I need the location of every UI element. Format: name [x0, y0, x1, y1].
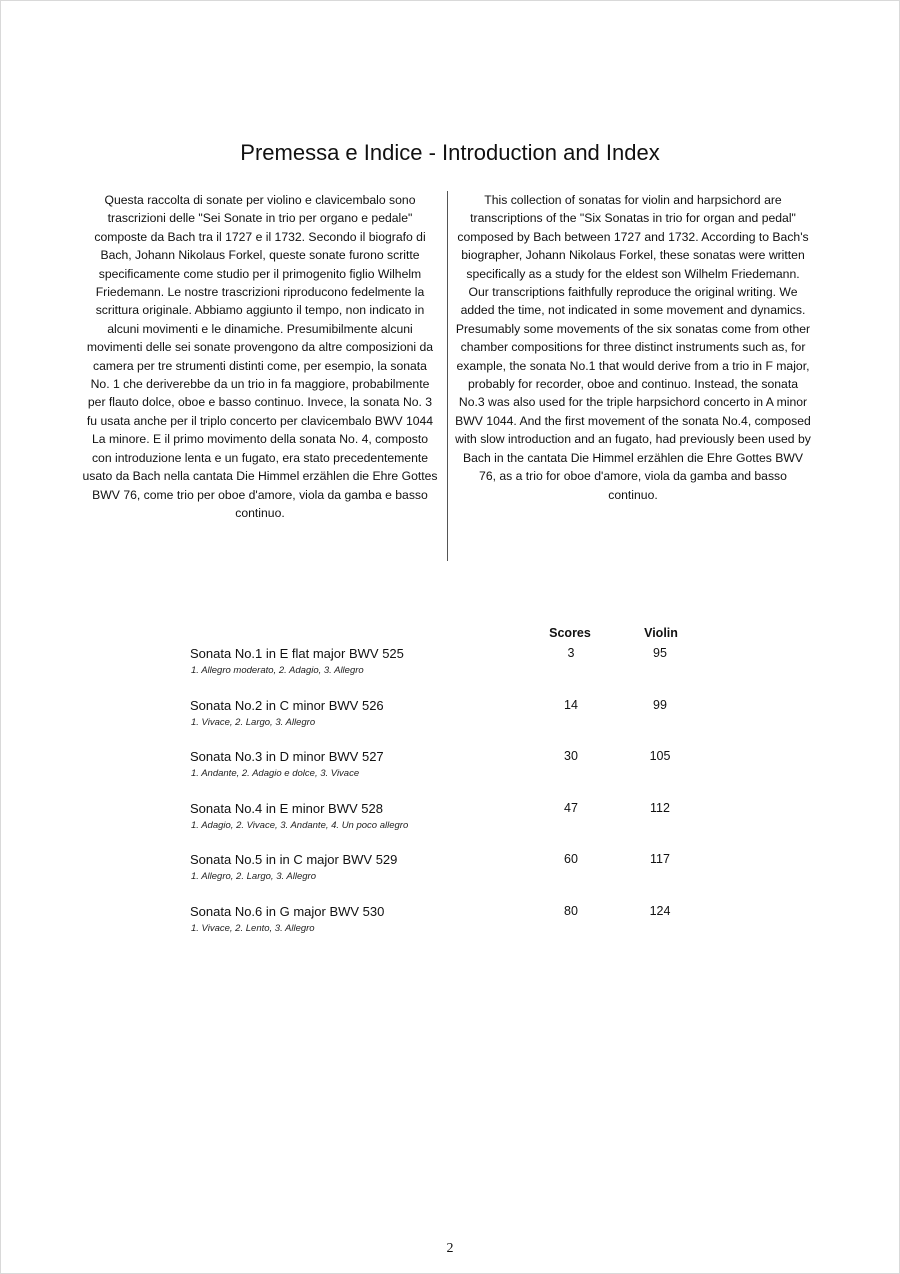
- header-violin: Violin: [644, 626, 678, 640]
- violin-page: 105: [649, 749, 671, 763]
- intro-english-paragraph-2: Our transcriptions faithfully reproduce the original writing. We added the time, not indicated in some movement and dynamics. Presumably some movements of the six sonatas come from other chamber compositions for three distinct instruments such as, for example, the sonata No.1 that would derive from a trio in F major, probably for recorder, oboe and continuo. Instead, the sonata No.3 was also used for the triple harpsichord concerto in A minor BWV 1044. And the first movement of the sonata No.4, composed with slow introduction and an fugato, had previously been used by Bach in the cantata Die Himmel erzählen die Ehre Gottes BWV 76, as a trio for oboe d'amore, viola da gamba and basso continuo.: [455, 285, 811, 502]
- sonata-movements: 1. Adagio, 2. Vivace, 3. Andante, 4. Un poco allegro: [191, 819, 409, 831]
- sonata-title: Sonata No.2 in C minor BWV 526: [190, 697, 384, 713]
- intro-italian-paragraph: Questa raccolta di sonate per violino e clavicembalo sono trascrizioni delle "Sei Sonate in trio per organo e pedale" composte da Bach tra il 1727 e il 1732. Secondo il biografo di Bach, Johann Nikolaus Forkel, queste sonate furono scritte specificamente come studio per il primogenito figlio Wilhelm Friedemann. Le nostre trascrizioni riproducono fedelmente la scrittura originale. Abbiamo aggiunto il tempo, non indicato in alcuni movimenti e le dinamiche. Presumibilmente alcuni movimenti delle sei sonate provengono da altre composizioni da camera per tre strumenti distinti come, per esempio, la sonata No. 1 che deriverebbe da un trio in fa maggiore, probabilmente per flauto dolce, oboe e basso continuo. Invece, la sonata No. 3 fu usata anche per il triplo concerto per clavicembalo BWV 1044 La minore. E il primo movimento della sonata No. 4, composto con introduzione lenta e un fugato, era stato precedentemente usato da Bach nella cantata Die Himmel erzählen die Ehre Gottes BWV 76, come trio per oboe d'amore, viola da gamba e basso continuo.: [82, 193, 438, 520]
- index-header: [190, 626, 710, 646]
- scores-page: 14: [564, 697, 578, 712]
- page-title: Premessa e Indice - Introduction and Index: [240, 140, 660, 165]
- sonata-title: Sonata No.3 in D minor BWV 527: [190, 749, 384, 764]
- sonata-title: Sonata No.1 in E flat major BWV 525: [190, 646, 404, 661]
- scores-page: 30: [564, 749, 578, 763]
- intro-english-paragraph-1: This collection of sonatas for violin and harpsichord are transcriptions of the "Six Sonatas in trio for organ and pedal" composed by Bach between 1727 and 1732. According to Bach's biographer, Johann Nikolaus Forkel, these sonatas were written specifically as a study for the eldest son Wilhelm Friedemann.: [457, 193, 809, 281]
- sonata-movements: 1. Allegro moderato, 2. Adagio, 3. Allegro: [191, 665, 364, 676]
- intro-columns: [82, 191, 812, 563]
- column-divider: [447, 191, 448, 561]
- scores-page: 80: [564, 903, 578, 918]
- violin-page: 99: [653, 697, 667, 712]
- scores-page: 3: [567, 646, 575, 660]
- sonata-title: Sonata No.4 in E minor BWV 528: [190, 800, 383, 816]
- index-row-sonata-1[interactable]: [190, 646, 710, 698]
- sonata-title: Sonata No.6 in G major BWV 530: [190, 903, 385, 919]
- scores-page: 47: [564, 800, 578, 815]
- intro-italian: [82, 191, 438, 522]
- index-row-sonata-6[interactable]: [190, 904, 710, 956]
- sonata-movements: 1. Allegro, 2. Largo, 3. Allegro: [191, 871, 316, 882]
- index-row-sonata-4[interactable]: [190, 801, 710, 853]
- violin-page: 112: [650, 800, 670, 815]
- sonata-movements: 1. Andante, 2. Adagio e dolce, 3. Vivace: [191, 768, 360, 779]
- sonata-movements: 1. Vivace, 2. Lento, 3. Allegro: [191, 922, 315, 934]
- index-row-sonata-3[interactable]: [190, 749, 710, 801]
- sonata-title: Sonata No.5 in in C major BWV 529: [190, 852, 398, 867]
- violin-page: 124: [649, 903, 671, 918]
- intro-english: [455, 191, 811, 504]
- index-row-sonata-5[interactable]: [190, 852, 710, 904]
- header-scores: Scores: [549, 626, 591, 640]
- page-number: 2: [446, 1241, 454, 1256]
- index-row-sonata-2[interactable]: [190, 698, 710, 750]
- scores-page: 60: [564, 852, 578, 866]
- violin-page: 95: [653, 646, 667, 660]
- violin-page: 117: [650, 852, 670, 866]
- sonata-movements: 1. Vivace, 2. Largo, 3. Allegro: [191, 716, 316, 728]
- index-table: [190, 626, 710, 955]
